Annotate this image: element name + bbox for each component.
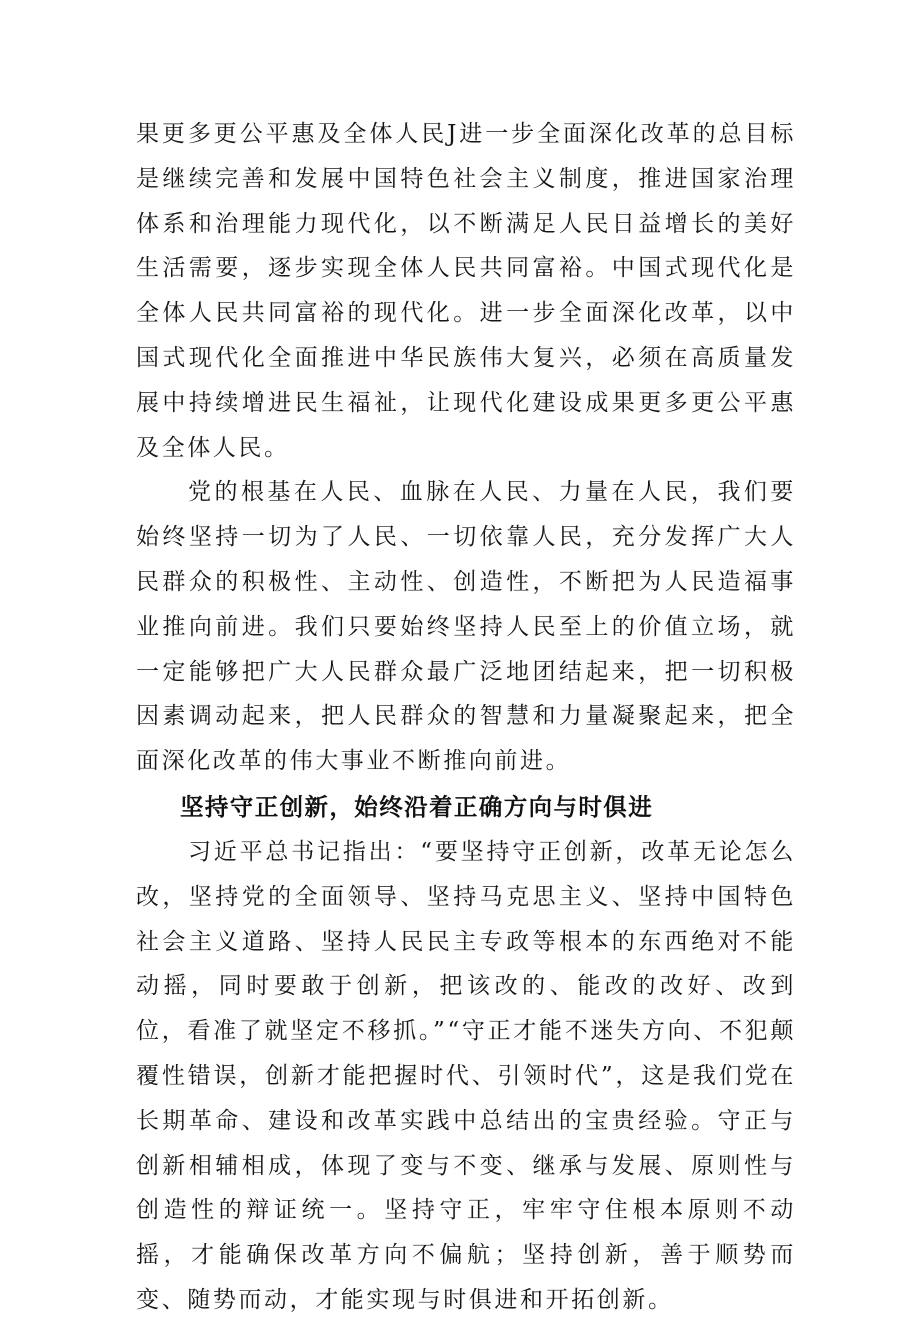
paragraph-continued: 果更多更公平惠及全体人民J进一步全面深化改革的总目标是继续完善和发展中国特色社会主义制度，推进国家治理体系和治理能力现代化，以不断满足人民日益增长的美好生活需要，逐步实现全体人民共同富裕。中国式现代化是全体人民共同富裕的现代化。进一步全面深化改革，以中国式现代化全面推进中华民族伟大复兴，必须在高质量发展中持续增进民生福祉，让现代化建设成果更多更公平惠及全体人民。 (136, 121, 796, 461)
document-body (136, 112, 796, 1323)
section-heading: 坚持守正创新，始终沿着正确方向与时俱进 (180, 792, 654, 821)
paragraph-people-foundation: 党的根基在人民、血脉在人民、力量在人民，我们要始终坚持一切为了人民、一切依靠人民，充分发挥广大人民群众的积极性、主动性、创造性，不断把为人民造福事业推向前进。我们只要始终坚持人民至上的价值立场，就一定能够把广大人民群众最广泛地团结起来，把一切积极因素调动起来，把人民群众的智慧和力量凝聚起来，把全面深化改革的伟大事业不断推向前进。 (136, 479, 796, 775)
paragraph-innovation: 习近平总书记指出：“要坚持守正创新，改革无论怎么改，坚持党的全面领导、坚持马克思主义、坚持中国特色社会主义道路、坚持人民民主专政等根本的东西绝对不能动摇，同时要敢于创新，把该改的、能改的改好、改到位，看准了就坚定不移抓。”“守正才能不迷失方向、不犯颠覆性错误，创新才能把握时代、引领时代”，这是我们党在长期革命、建设和改革实践中总结出的宝贵经验。守正与创新相辅相成，体现了变与不变、继承与发展、原则性与创造性的辩证统一。坚持守正，牢牢守住根本原则不动摇，才能确保改革方向不偏航；坚持创新，善于顺势而变、随势而动，才能实现与时俱进和开拓创新。 (136, 838, 796, 1313)
